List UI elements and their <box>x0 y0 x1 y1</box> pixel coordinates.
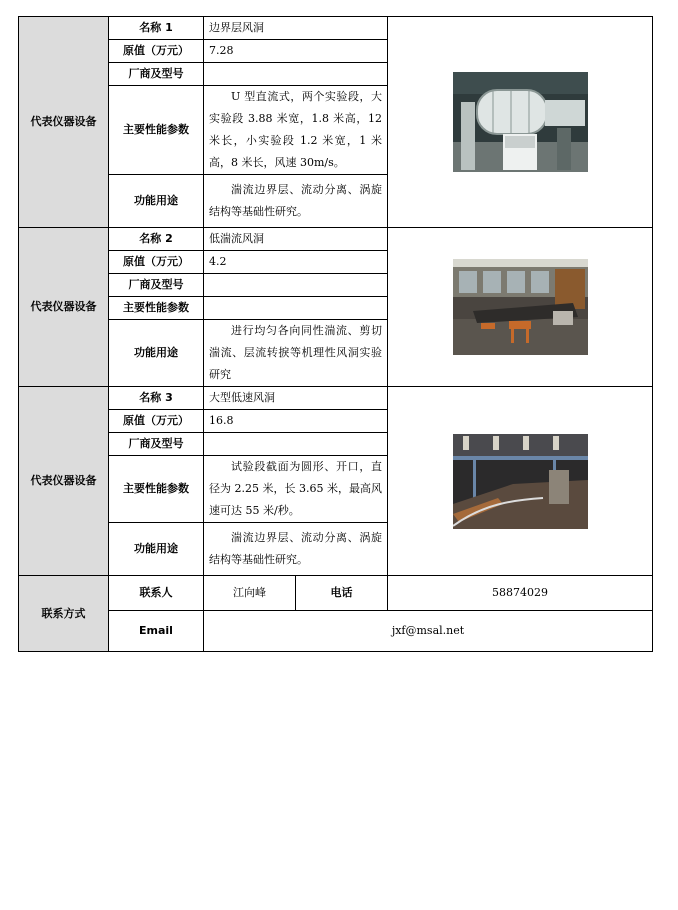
use-value: 湍流边界层、流动分离、涡旋结构等基础性研究。 <box>204 523 388 576</box>
spec-value: 试验段截面为圆形、开口，直径为 2.25 米，长 3.65 米，最高风速可达 55 米/秒。 <box>204 456 388 523</box>
use-value: 湍流边界层、流动分离、涡旋结构等基础性研究。 <box>204 175 388 228</box>
contact-category-cell: 联系方式 <box>19 576 109 652</box>
phone-label: 电话 <box>296 576 388 611</box>
contact-person-label: 联系人 <box>109 576 204 611</box>
name-label: 名称 1 <box>109 17 204 40</box>
use-label: 功能用途 <box>109 175 204 228</box>
spec-label: 主要性能参数 <box>109 86 204 175</box>
spec-value: U 型直流式，两个实验段，大实验段 3.88 米宽，1.8 米高，12 米长，小实验段 1.2 米宽，1 米高，8 米长，风速 30m/s。 <box>204 86 388 175</box>
vendor-label: 厂商及型号 <box>109 63 204 86</box>
use-label: 功能用途 <box>109 523 204 576</box>
vendor-value <box>204 433 388 456</box>
vendor-label: 厂商及型号 <box>109 274 204 297</box>
vendor-label: 厂商及型号 <box>109 433 204 456</box>
spec-label: 主要性能参数 <box>109 456 204 523</box>
equipment-name: 大型低速风洞 <box>204 387 388 410</box>
boundary-layer-wind-tunnel-photo <box>453 72 588 172</box>
phone-value: 58874029 <box>388 576 653 611</box>
email-label: Email <box>109 611 204 652</box>
name-label: 名称 2 <box>109 228 204 251</box>
email-value[interactable]: jxf@msal.net <box>204 611 653 652</box>
spec-label: 主要性能参数 <box>109 297 204 320</box>
equipment-table <box>18 16 653 652</box>
equipment-name: 低湍流风洞 <box>204 228 388 251</box>
price-label: 原值（万元） <box>109 410 204 433</box>
photo-cell <box>388 228 653 387</box>
contact-person: 江向峰 <box>204 576 296 611</box>
large-low-speed-wind-tunnel-photo <box>453 434 588 529</box>
category-cell: 代表仪器设备 <box>19 17 109 228</box>
photo-cell <box>388 387 653 576</box>
category-cell: 代表仪器设备 <box>19 228 109 387</box>
price-value: 7.28 <box>204 40 388 63</box>
vendor-value <box>204 63 388 86</box>
use-value: 进行均匀各向同性湍流、剪切湍流、层流转捩等机理性风洞实验研究 <box>204 320 388 387</box>
vendor-value <box>204 274 388 297</box>
use-label: 功能用途 <box>109 320 204 387</box>
price-label: 原值（万元） <box>109 40 204 63</box>
equipment-name: 边界层风洞 <box>204 17 388 40</box>
price-value: 4.2 <box>204 251 388 274</box>
price-value: 16.8 <box>204 410 388 433</box>
photo-cell <box>388 17 653 228</box>
spec-value <box>204 297 388 320</box>
name-label: 名称 3 <box>109 387 204 410</box>
category-cell: 代表仪器设备 <box>19 387 109 576</box>
low-turbulence-wind-tunnel-photo <box>453 259 588 355</box>
price-label: 原值（万元） <box>109 251 204 274</box>
